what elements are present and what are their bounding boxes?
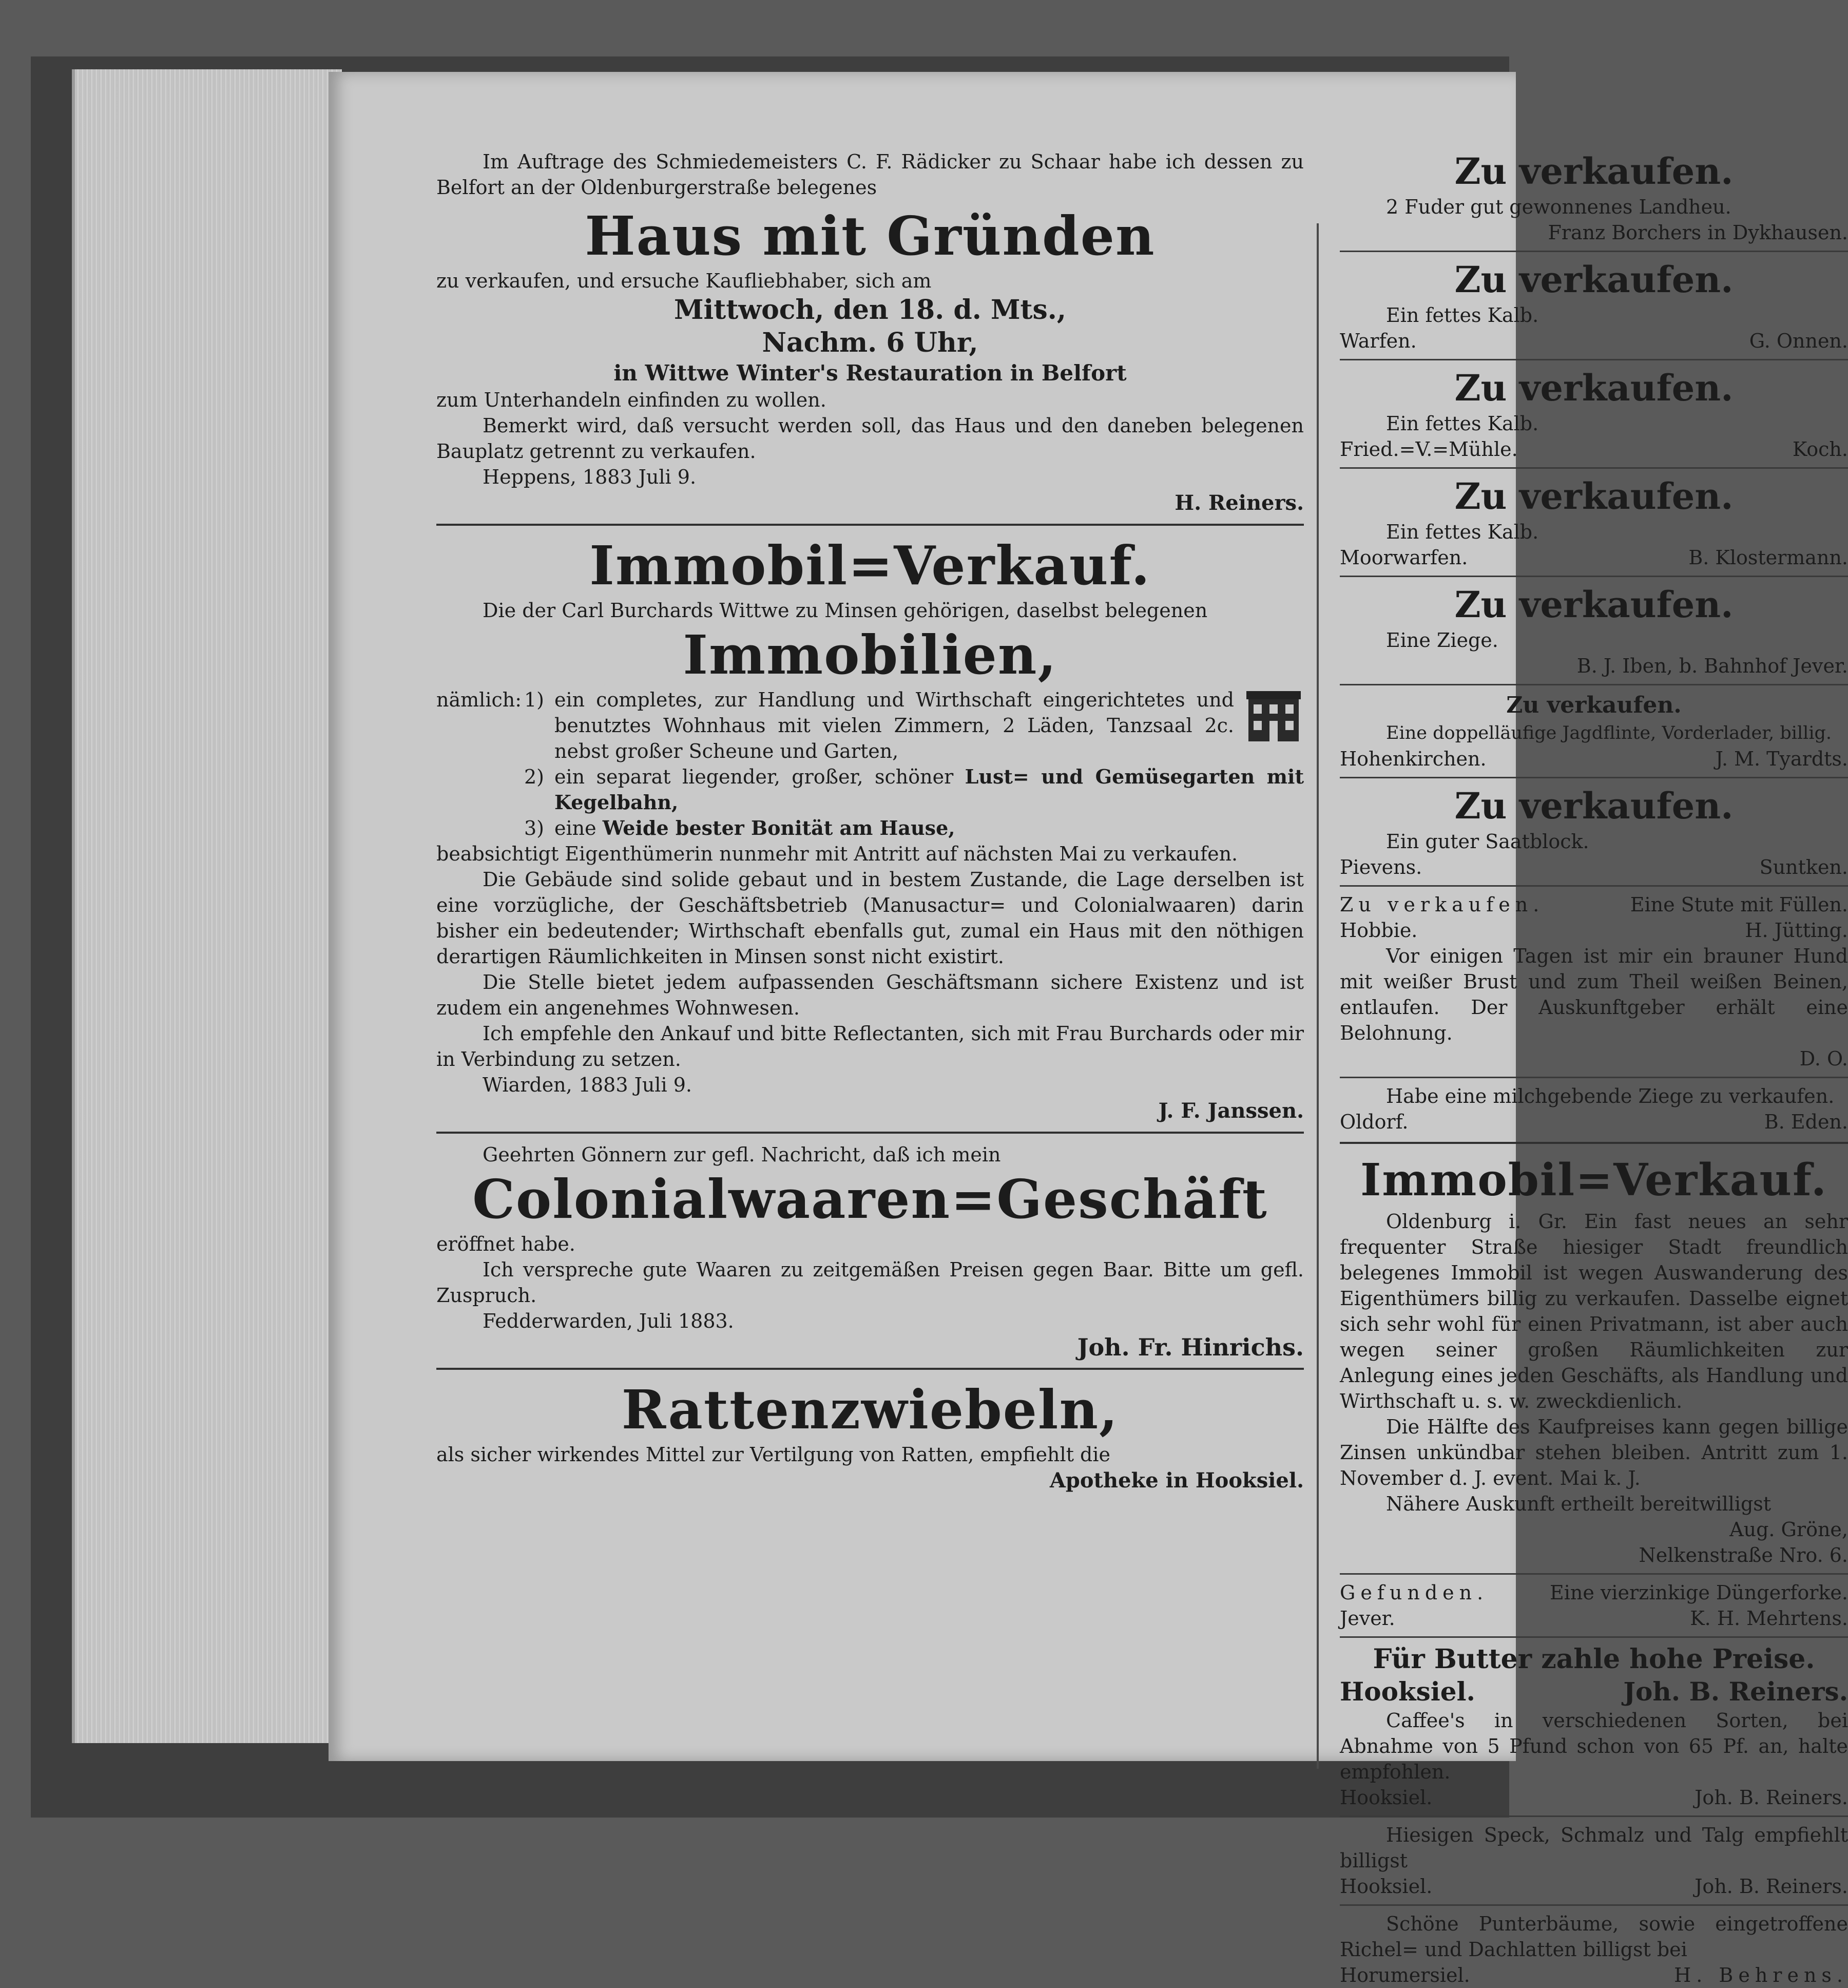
ad4-headline: Rattenzwiebeln, bbox=[621, 1378, 1119, 1441]
r16-sig: H. Behrens. bbox=[1674, 1964, 1848, 1986]
r12-head: Gefunden. bbox=[1340, 1581, 1489, 1604]
ad2-subhead: Immobilien, bbox=[683, 623, 1057, 686]
ad-r13 bbox=[1340, 1643, 1848, 1708]
divider bbox=[1340, 576, 1848, 577]
divider bbox=[1340, 1573, 1848, 1575]
ad2-item-1 bbox=[436, 687, 1304, 764]
book-page-edges bbox=[72, 69, 342, 1743]
r10-text: Habe eine milchgebende Ziege zu verkaufen. bbox=[1386, 1085, 1835, 1107]
divider bbox=[1340, 359, 1848, 360]
ad-rattenzwiebeln bbox=[436, 1378, 1304, 1494]
ad-r15 bbox=[1340, 1822, 1848, 1899]
divider bbox=[436, 524, 1304, 526]
r12-place: Jever. bbox=[1340, 1607, 1395, 1630]
divider bbox=[436, 1132, 1304, 1134]
left-column bbox=[436, 149, 1304, 1494]
r14-text: Caffee's in verschiedenen Sorten, bei Abnahme von 5 Pfund schon von 65 Pf. an, halte empfohlen. bbox=[1340, 1709, 1848, 1783]
r11-sig1: Aug. Gröne, bbox=[1729, 1518, 1848, 1541]
r6-sig: J. M. Tyardts. bbox=[1715, 748, 1848, 770]
ad1-place-line: in Wittwe Winter's Restauration in Belfort bbox=[613, 360, 1127, 386]
r2-head: Zu verkaufen. bbox=[1454, 258, 1734, 301]
r5-head: Zu verkaufen. bbox=[1454, 583, 1734, 626]
ad2-item3-text-a: eine bbox=[554, 817, 596, 839]
ad2-item3-num: 3) bbox=[524, 817, 544, 839]
ad3-text1: eröffnet habe. bbox=[436, 1233, 575, 1255]
ad-r2 bbox=[1340, 257, 1848, 354]
ad1-date-line: Mittwoch, den 18. d. Mts., bbox=[673, 294, 1067, 326]
ad1-place-date: Heppens, 1883 Juli 9. bbox=[483, 466, 697, 488]
ad3-headline: Colonialwaaren=Geschäft bbox=[472, 1168, 1268, 1231]
r4-text: Ein fettes Kalb. bbox=[1386, 521, 1539, 543]
r8-sig: H. Jütting. bbox=[1745, 919, 1848, 942]
r3-place: Fried.=V.=Mühle. bbox=[1340, 438, 1518, 461]
ad2-signature: J. F. Janssen. bbox=[1158, 1099, 1304, 1123]
r9-sig: D. O. bbox=[1799, 1047, 1848, 1070]
right-column bbox=[1340, 149, 1848, 1988]
ad1-text3: Bemerkt wird, daß versucht werden soll, das Haus und den daneben belegenen Bauplatz getrennt zu verkaufen. bbox=[436, 414, 1304, 463]
ad2-item2-text-a: ein separat liegender, großer, schöner bbox=[554, 766, 954, 788]
r13-sig: Joh. B. Reiners. bbox=[1623, 1676, 1848, 1707]
r11-head: Immobil=Verkauf. bbox=[1360, 1154, 1827, 1206]
r4-place: Moorwarfen. bbox=[1340, 546, 1468, 569]
ad-r8 bbox=[1340, 892, 1848, 943]
ad3-signature: Joh. Fr. Hinrichs. bbox=[1077, 1333, 1304, 1361]
r3-text: Ein fettes Kalb. bbox=[1386, 412, 1539, 435]
ad2-text3: Die Stelle bietet jedem aufpassenden Geschäftsmann sichere Existenz und ist zudem ein angenehmes Wohnwesen. bbox=[436, 971, 1304, 1019]
r10-sig: B. Eden. bbox=[1764, 1111, 1848, 1133]
ad2-item1-num: 1) bbox=[524, 689, 544, 711]
divider bbox=[1340, 1142, 1848, 1144]
r3-sig: Koch. bbox=[1792, 438, 1848, 461]
ad4-signature: Apotheke in Hooksiel. bbox=[1049, 1468, 1304, 1493]
house-icon bbox=[1243, 687, 1304, 743]
r1-sig: Franz Borchers in Dykhausen. bbox=[1548, 221, 1848, 244]
divider bbox=[1340, 684, 1848, 685]
r12-sig: K. H. Mehrtens. bbox=[1690, 1607, 1848, 1630]
ad-r16 bbox=[1340, 1911, 1848, 1988]
r7-sig: Suntken. bbox=[1759, 856, 1848, 878]
r11-text3: Nähere Auskunft ertheilt bereitwilligst bbox=[1386, 1493, 1772, 1515]
r13-text: Für Butter zahle hohe Preise. bbox=[1373, 1643, 1815, 1675]
r6-place: Hohenkirchen. bbox=[1340, 748, 1487, 770]
ad2-text1: beabsichtigt Eigenthümerin nunmehr mit Antritt auf nächsten Mai zu verkaufen. bbox=[436, 843, 1238, 865]
r4-head: Zu verkaufen. bbox=[1454, 475, 1734, 518]
ad-r12 bbox=[1340, 1580, 1848, 1631]
r13-place: Hooksiel. bbox=[1340, 1676, 1475, 1707]
r9-text: Vor einigen Tagen ist mir ein brauner Hund mit weißer Brust und zum Theil weißen Beinen, entlaufen. Der Auskunftgeber erhält eine Belohnung. bbox=[1340, 945, 1848, 1044]
ad1-signature: H. Reiners. bbox=[1175, 491, 1304, 515]
ad-r5 bbox=[1340, 582, 1848, 679]
r15-sig: Joh. B. Reiners. bbox=[1695, 1875, 1848, 1898]
ad-haus-mit-gruenden bbox=[436, 149, 1304, 517]
divider bbox=[1340, 1815, 1848, 1817]
ad-r11 bbox=[1340, 1152, 1848, 1568]
ad3-place-date: Fedderwarden, Juli 1883. bbox=[483, 1310, 734, 1332]
divider bbox=[1340, 251, 1848, 252]
ad3-intro: Geehrten Gönnern zur gefl. Nachricht, daß ich mein bbox=[483, 1143, 1001, 1166]
r8-place: Hobbie. bbox=[1340, 919, 1418, 942]
ad2-place-date: Wiarden, 1883 Juli 9. bbox=[483, 1074, 692, 1096]
ad-colonialwaaren bbox=[436, 1142, 1304, 1361]
r4-sig: B. Klostermann. bbox=[1688, 546, 1848, 569]
r7-head: Zu verkaufen. bbox=[1454, 785, 1734, 827]
divider bbox=[1340, 1636, 1848, 1638]
r5-sig: B. J. Iben, b. Bahnhof Jever. bbox=[1576, 655, 1848, 677]
divider bbox=[1340, 1077, 1848, 1078]
r7-text: Ein guter Saatblock. bbox=[1386, 830, 1589, 853]
ad2-text4: Ich empfehle den Ankauf und bitte Reflectanten, sich mit Frau Burchards oder mir in Verbindung zu setzen. bbox=[436, 1022, 1304, 1071]
r6-head: Zu verkaufen. bbox=[1506, 692, 1682, 718]
r8-head: Zu verkaufen. bbox=[1340, 893, 1545, 916]
ad2-intro: Die der Carl Burchards Wittwe zu Minsen gehörigen, daselbst belegenen bbox=[483, 599, 1208, 622]
divider bbox=[436, 1368, 1304, 1370]
ad3-text2: Ich verspreche gute Waaren zu zeitgemäßen Preisen gegen Baar. Bitte um gefl. Zuspruch. bbox=[436, 1258, 1304, 1307]
ad-r6 bbox=[1340, 691, 1848, 772]
ad-r1 bbox=[1340, 149, 1848, 245]
ad-r4 bbox=[1340, 474, 1848, 570]
ad2-item3-text-b: Weide bester Bonität am Hause, bbox=[602, 816, 955, 839]
ad2-label: nämlich: bbox=[436, 689, 522, 711]
r11-sig2: Nelkenstraße Nro. 6. bbox=[1639, 1544, 1848, 1566]
r2-sig: G. Onnen. bbox=[1749, 330, 1848, 352]
ad-r10 bbox=[1340, 1083, 1848, 1135]
ad2-item2-num: 2) bbox=[524, 766, 544, 788]
r16-place: Horumersiel. bbox=[1340, 1964, 1470, 1986]
ad-r3 bbox=[1340, 366, 1848, 462]
r14-place: Hooksiel. bbox=[1340, 1786, 1433, 1809]
ad2-item-2 bbox=[436, 764, 1304, 815]
r2-text: Ein fettes Kalb. bbox=[1386, 304, 1539, 327]
ad-r14 bbox=[1340, 1708, 1848, 1810]
ad2-item2-text-b: Lust= und Gemüsegarten mit Kegelbahn, bbox=[554, 765, 1304, 814]
ad1-headline: Haus mit Gründen bbox=[585, 204, 1156, 267]
ad2-headline: Immobil=Verkauf. bbox=[589, 534, 1151, 597]
divider bbox=[1340, 885, 1848, 887]
r2-place: Warfen. bbox=[1340, 330, 1417, 352]
divider bbox=[1340, 467, 1848, 469]
ad1-intro: Im Auftrage des Schmiedemeisters C. F. Rädicker zu Schaar habe ich dessen zu Belfort an der Oldenburgerstraße belegenes bbox=[436, 150, 1304, 199]
divider bbox=[1340, 777, 1848, 778]
column-divider bbox=[1317, 223, 1319, 1769]
ad1-text2: zum Unterhandeln einfinden zu wollen. bbox=[436, 389, 826, 411]
r14-sig: Joh. B. Reiners. bbox=[1695, 1786, 1848, 1809]
ad1-text1: zu verkaufen, und ersuche Kaufliebhaber, sich am bbox=[436, 270, 932, 292]
ad4-text: als sicher wirkendes Mittel zur Vertilgung von Ratten, empfiehlt die bbox=[436, 1443, 1111, 1466]
r15-text: Hiesigen Speck, Schmalz und Talg empfiehlt billigst bbox=[1340, 1824, 1848, 1872]
r8-text: Eine Stute mit Füllen. bbox=[1630, 893, 1848, 916]
ad1-time-line: Nachm. 6 Uhr, bbox=[762, 327, 978, 358]
ad2-item1-text: ein completes, zur Handlung und Wirthschaft eingerichtetes und benutztes Wohnhaus mit vielen Zimmern, 2 Läden, Tanzsaal 2c. nebst großer Scheune und Garten, bbox=[554, 689, 1234, 762]
ad2-text2: Die Gebäude sind solide gebaut und in bestem Zustande, die Lage derselben ist eine vorzügliche, der Geschäftsbetrieb (Manusactur= und Colonialwaaren) darin bisher ein bedeutender; Wirthschaft ebenfalls gut, zumal ein Haus mit den nöthigen derartigen Räumlichkeiten in Minsen sonst nicht existirt. bbox=[436, 868, 1304, 968]
ad2-item-3 bbox=[436, 815, 1304, 841]
r1-text: 2 Fuder gut gewonnenes Landheu. bbox=[1386, 196, 1731, 218]
r12-text: Eine vierzinkige Düngerforke. bbox=[1549, 1581, 1848, 1604]
r1-head: Zu verkaufen. bbox=[1454, 150, 1734, 193]
r3-head: Zu verkaufen. bbox=[1454, 367, 1734, 409]
newspaper-page bbox=[329, 72, 1848, 1986]
r11-text1: Oldenburg i. Gr. Ein fast neues an sehr frequenter Straße hiesiger Stadt freundlich belegenes Immobil ist wegen Auswanderung des Eigenthümers billig zu verkaufen. Dasselbe eignet sich sehr wohl für einen Privatmann, ist aber auch wegen seiner großen Räumlichkeiten zur Anlegung eines jeden Geschäfts, als Handlung und Wirthschaft u. s. w. zweckdienlich. bbox=[1340, 1210, 1848, 1412]
r15-place: Hooksiel. bbox=[1340, 1875, 1433, 1898]
r7-place: Pievens. bbox=[1340, 856, 1422, 878]
r11-text2: Die Hälfte des Kaufpreises kann gegen billige Zinsen unkündbar stehen bleiben. Antritt zum 1. November d. J. event. Mai k. J. bbox=[1340, 1416, 1848, 1489]
r5-text: Eine Ziege. bbox=[1386, 629, 1498, 652]
ad-r7 bbox=[1340, 783, 1848, 880]
r6-text: Eine doppelläufige Jagdflinte, Vorderlader, billig. bbox=[1386, 723, 1832, 743]
divider bbox=[1340, 1904, 1848, 1906]
r10-place: Oldorf. bbox=[1340, 1111, 1409, 1133]
r16-text: Schöne Punterbäume, sowie eingetroffene Richel= und Dachlatten billigst bei bbox=[1340, 1913, 1848, 1961]
ad-immobil-verkauf-minsen bbox=[436, 534, 1304, 1124]
ad-r9 bbox=[1340, 943, 1848, 1072]
